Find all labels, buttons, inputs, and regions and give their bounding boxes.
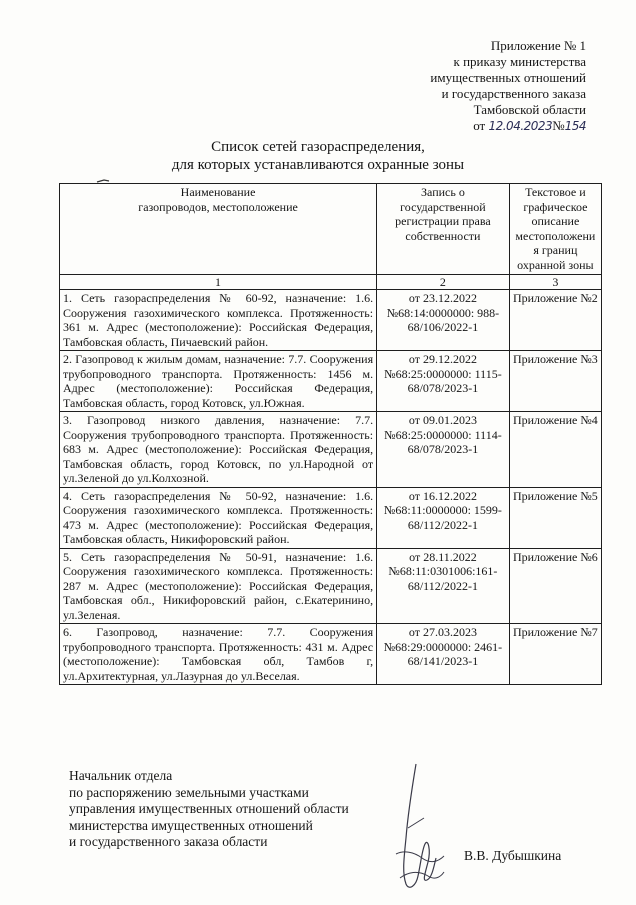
header-line: имущественных отношений bbox=[430, 70, 586, 85]
appendix-label: Приложение № 1 bbox=[490, 38, 586, 53]
signer-position-line: министерства имущественных отношений bbox=[69, 817, 313, 833]
signer-position-line: и государственного заказа области bbox=[69, 834, 268, 849]
registration-record bbox=[377, 290, 510, 351]
attachment-ref: Приложение №2 bbox=[509, 290, 601, 351]
registration-date: от 28.11.2022 bbox=[409, 549, 477, 564]
network-description: 1. Сеть газораспределения № 60-92, назначение: 1.6. Сооружения газохимического комплекса. Протяженность: 361 м. Адрес (местоположение): Российская Федерация, Тамбовская область, Пичаевский район. bbox=[60, 290, 377, 351]
header-cell-registration: Запись о государственной регистрации права собственности bbox=[377, 184, 510, 275]
document-header bbox=[346, 38, 586, 134]
registration-record bbox=[377, 548, 510, 624]
handwritten-date: 12.04.2023 bbox=[488, 119, 553, 133]
number-sign: № bbox=[552, 118, 565, 133]
column-number: 3 bbox=[509, 275, 601, 290]
registration-date: от 29.12.2022 bbox=[408, 352, 477, 366]
registration-number: №68:11:0301006:161- 68/112/2022-1 bbox=[388, 564, 498, 593]
network-description: 2. Газопровод к жилым домам, назначение: 7.7. Сооружения трубопроводного транспорта. Протяженность: 1456 м. Адрес (местоположение): Российская Федерация, Тамбовская область, город Котовск, ул.Южная. bbox=[60, 351, 377, 412]
handwritten-signature bbox=[378, 758, 458, 903]
signer-position-line: Начальник отдела bbox=[69, 768, 173, 783]
network-description: 3. Газопровод низкого давления, назначение: 7.7. Сооружения трубопроводного транспорта. Протяженность: 683 м. Адрес (местоположение): Российская Федерация, Тамбовская область, город Котовск, по ул.Народной от ул.Зеленой до ул.Колхозной. bbox=[60, 412, 377, 488]
header-line: и государственного заказа bbox=[441, 86, 586, 101]
attachment-ref: Приложение №5 bbox=[509, 487, 601, 548]
header-cell-description: Текстовое и графическое описание местоположени я границ охранной зоны bbox=[509, 184, 601, 275]
document-title bbox=[0, 138, 636, 174]
registration-record bbox=[377, 351, 510, 412]
table-row bbox=[60, 487, 602, 548]
registration-record bbox=[377, 412, 510, 488]
attachment-ref: Приложение №7 bbox=[509, 624, 601, 685]
registration-number: №68:25:0000000: 1114-68/078/2023-1 bbox=[384, 427, 502, 456]
signature-icon bbox=[378, 758, 458, 898]
registration-number: №68:14:0000000: 988-68/106/2022-1 bbox=[386, 305, 500, 334]
registration-record bbox=[377, 624, 510, 685]
header-line: к приказу министерства bbox=[453, 54, 586, 69]
registration-number: №68:25:0000000: 1115-68/078/2023-1 bbox=[384, 366, 502, 395]
registration-number: №68:29:0000000: 2461-68/141/2023-1 bbox=[383, 639, 503, 668]
gas-networks-table bbox=[59, 183, 602, 685]
network-description: 5. Сеть газораспределения № 50-91, назначение: 1.6. Сооружения газохимического комплекса. Протяженность: 287 м. Адрес (местоположение): Российская Федерация, Тамбовская обл., Никифоровский район, с.Екатеринино, ул.Зеленая. bbox=[60, 548, 377, 624]
title-line-1: Список сетей газораспределения, bbox=[211, 139, 425, 155]
table-row bbox=[60, 290, 602, 351]
handwritten-number: 154 bbox=[564, 119, 586, 133]
header-line: Тамбовской области bbox=[473, 102, 586, 117]
table-row bbox=[60, 548, 602, 624]
registration-date: от 09.01.2023 bbox=[408, 413, 477, 427]
registration-date: от 16.12.2022 bbox=[408, 488, 477, 503]
signer-position-line: управления имущественных отношений области bbox=[69, 801, 349, 816]
table-header-row bbox=[60, 184, 602, 275]
column-number: 1 bbox=[60, 275, 377, 290]
attachment-ref: Приложение №6 bbox=[509, 548, 601, 624]
column-number-row bbox=[60, 275, 602, 290]
network-description: 4. Сеть газораспределения № 50-92, назначение: 1.6. Сооружения газохимического комплекса. Протяженность: 473 м. Адрес (местоположение): Российская Федерация, Тамбовская область, Никифоровский район. bbox=[60, 487, 377, 548]
table-row bbox=[60, 351, 602, 412]
attachment-ref: Приложение №4 bbox=[509, 412, 601, 488]
network-description: 6. Газопровод, назначение: 7.7. Сооружения трубопроводного транспорта. Протяженность: 431 м. Адрес (местоположение): Тамбовская обл, Тамбов г, ул.Архитектурная, ул.Лазурная до ул.Веселая. bbox=[60, 624, 377, 685]
registration-date: от 23.12.2022 bbox=[408, 291, 477, 305]
registration-date: от 27.03.2023 bbox=[408, 625, 477, 639]
registration-number: №68:11:0000000: 1599-68/112/2022-1 bbox=[383, 503, 502, 532]
signer-position-line: по распоряжению земельными участками bbox=[69, 784, 309, 800]
date-prefix: от bbox=[473, 118, 486, 133]
attachment-ref: Приложение №3 bbox=[509, 351, 601, 412]
column-number: 2 bbox=[377, 275, 510, 290]
header-cell-name: Наименование газопроводов, местоположение bbox=[60, 184, 377, 275]
order-date-line bbox=[346, 118, 586, 134]
signer-name: В.В. Дубышкина bbox=[464, 848, 562, 863]
title-line-2: для которых устанавливаются охранные зоны bbox=[171, 157, 465, 173]
table-row bbox=[60, 624, 602, 685]
registration-record bbox=[377, 487, 510, 548]
table-row bbox=[60, 412, 602, 488]
signature-block bbox=[69, 768, 349, 851]
